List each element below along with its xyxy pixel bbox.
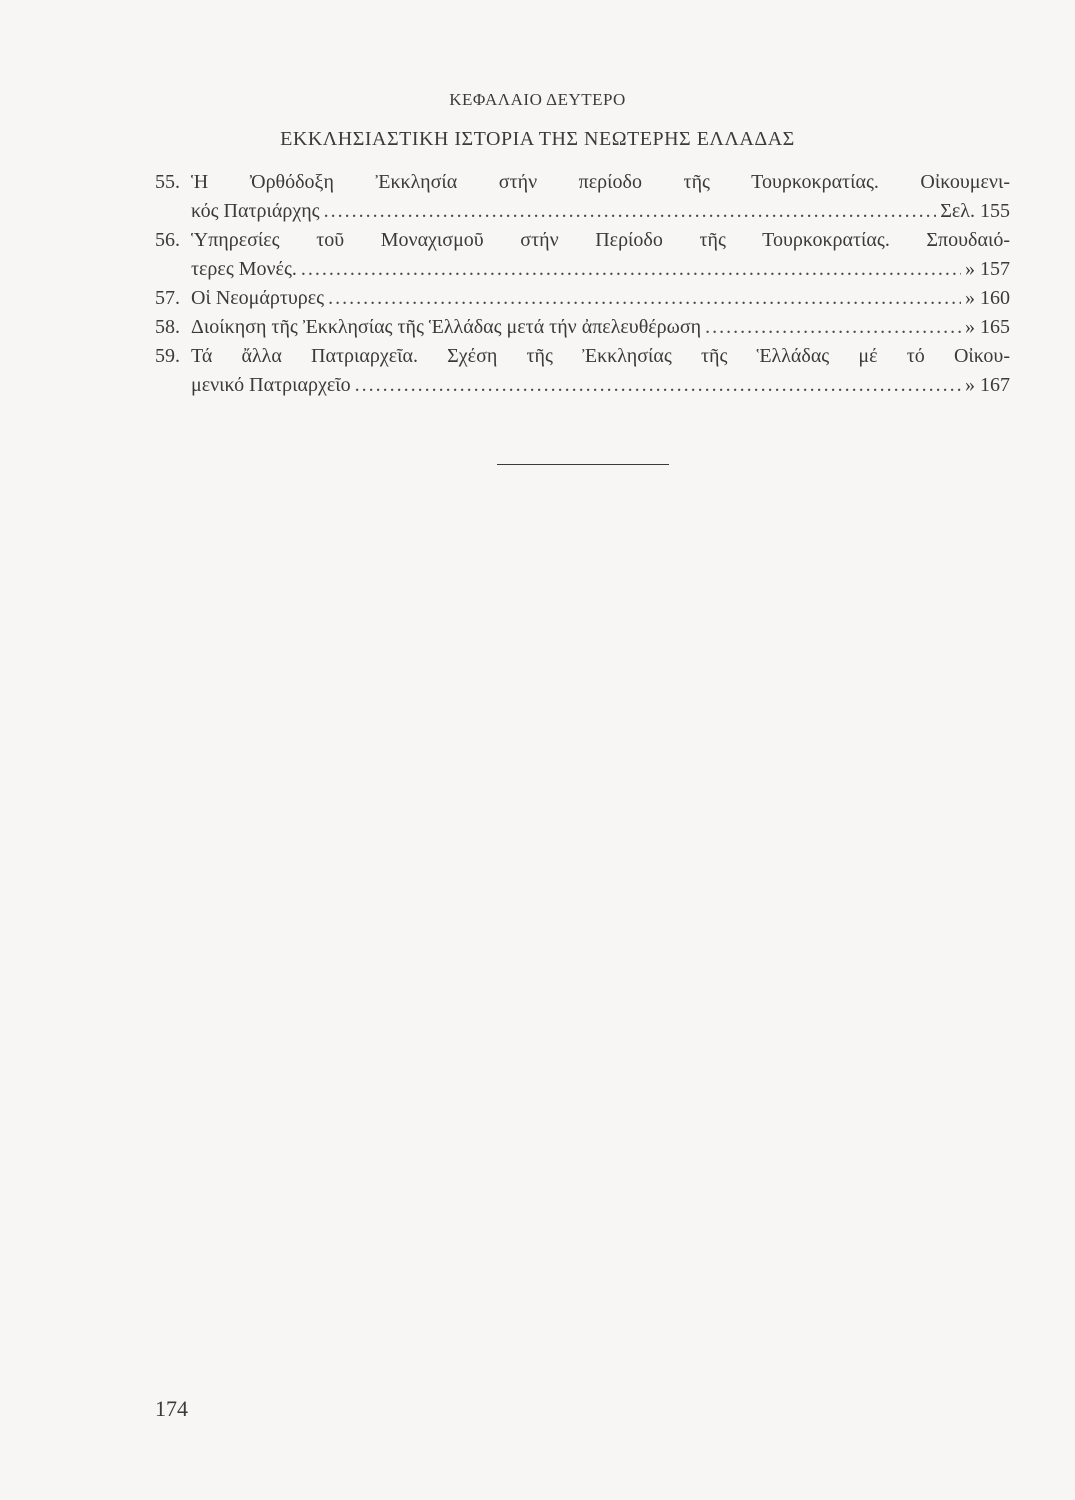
toc-entry-text: Τά ἄλλα Πατριαρχεῖα. Σχέση τῆς Ἐκκλησίας τῆς Ἑλλάδας μέ τό Οἰκου-: [191, 345, 1010, 367]
leader-dots: [324, 197, 937, 226]
toc-entry: [155, 342, 1010, 400]
section-divider: [497, 464, 669, 465]
toc-entry-first-line: [155, 342, 1010, 371]
toc-entry-text: Οἱ Νεομάρτυρες: [191, 287, 325, 309]
toc-entry-single-line: [155, 313, 1010, 342]
toc-entry-continuation: [155, 197, 1010, 226]
table-of-contents: [155, 168, 1010, 400]
toc-entry-text-continued: μενικό Πατριαρχεῖο: [191, 374, 351, 396]
toc-entry: [155, 226, 1010, 284]
toc-entry-text: Ἡ Ὀρθόδοξη Ἐκκλησία στήν περίοδο τῆς Τουρκοκρατίας. Οἰκουμενι-: [191, 171, 1010, 193]
toc-entry-text: Ὑπηρεσίες τοῦ Μοναχισμοῦ στήν Περίοδο τῆς Τουρκοκρατίας. Σπουδαιό-: [191, 229, 1010, 251]
toc-entry-text-continued: τερες Μονές.: [191, 258, 297, 280]
toc-entry-page-ref: » 167: [965, 374, 1010, 396]
toc-entry-number: 58.: [155, 316, 180, 338]
toc-entry-page-ref: » 165: [965, 316, 1010, 338]
toc-entry-number: 57.: [155, 287, 180, 309]
toc-entry-first-line: [155, 226, 1010, 255]
toc-entry-single-line: [155, 284, 1010, 313]
leader-dots: [355, 371, 961, 400]
chapter-title: ΕΚΚΛΗΣΙΑΣΤΙΚΗ ΙΣΤΟΡΙΑ ΤΗΣ ΝΕΩΤΕΡΗΣ ΕΛΛΑΔΑΣ: [280, 128, 795, 150]
toc-entry-lead: [155, 284, 324, 313]
toc-entry-text: Διοίκηση τῆς Ἐκκλησίας τῆς Ἑλλάδας μετά τήν ἀπελευθέρωση: [191, 316, 702, 338]
toc-entry: [155, 168, 1010, 226]
toc-entry-continuation: [155, 371, 1010, 400]
toc-entry-number: 55.: [155, 171, 180, 193]
toc-entry-first-line: [155, 168, 1010, 197]
page-number: 174: [155, 1396, 188, 1421]
toc-entry-page-ref: » 157: [965, 258, 1010, 280]
toc-entry-number: 59.: [155, 345, 180, 367]
chapter-label: ΚΕΦΑΛΑΙΟ ΔΕΥΤΕΡΟ: [449, 90, 626, 109]
toc-entry: [155, 313, 1010, 342]
toc-entry: [155, 284, 1010, 313]
toc-entry-number: 56.: [155, 229, 180, 251]
toc-entry-page-ref: » 160: [965, 287, 1010, 309]
toc-entry-lead: [155, 313, 701, 342]
toc-entry-continuation: [155, 255, 1010, 284]
leader-dots: [705, 313, 961, 342]
toc-entry-text-continued: κός Πατριάρχης: [191, 200, 320, 222]
toc-entry-page-ref: Σελ. 155: [940, 200, 1010, 222]
leader-dots: [301, 255, 961, 284]
leader-dots: [328, 284, 961, 313]
